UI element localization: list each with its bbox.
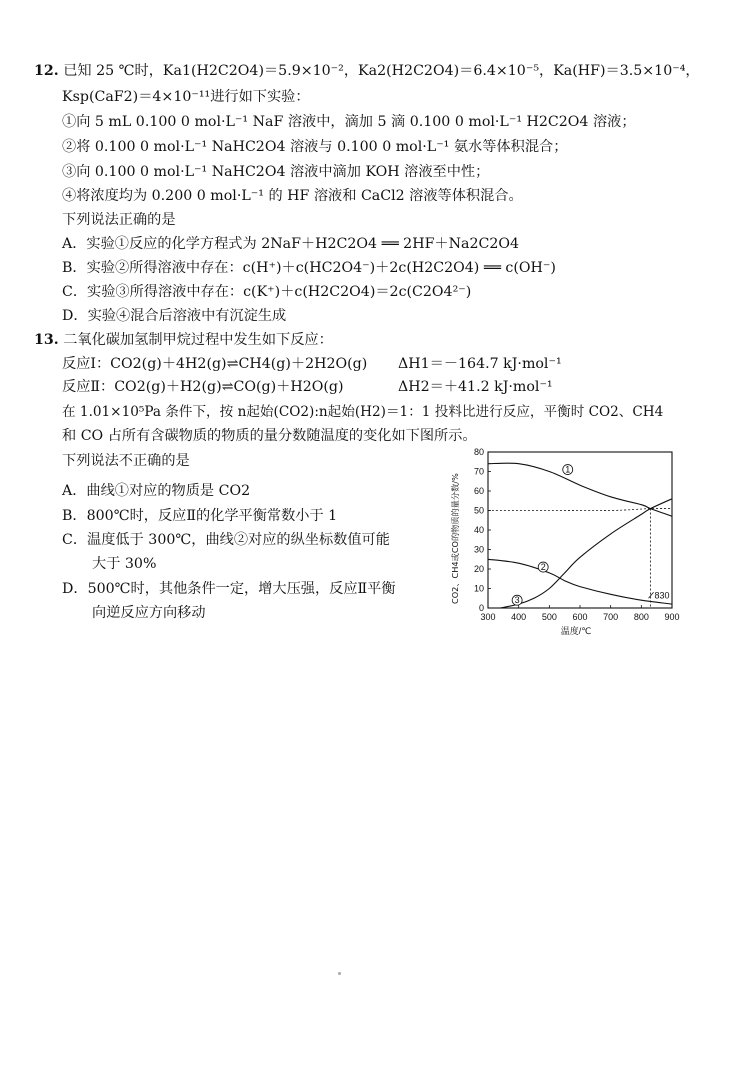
q13-line-1 — [34, 331, 333, 349]
q12-option-d: D．实验④混合后溶液中有沉淀生成 — [62, 308, 287, 324]
chart-x-axis-label: 温度/℃ — [560, 626, 592, 636]
chart-x-tick-label: 600 — [572, 612, 588, 622]
q12-stem-1: 已知 25 ℃时，Ka1(H2C2O4)＝5.9×10⁻²，Ka2(H2C2O4)＝6.4×10⁻⁵，Ka(HF)＝3.5×10⁻⁴， — [63, 63, 700, 79]
chart-x-tick-label: 400 — [511, 612, 527, 622]
chart-x-tick-label: 500 — [541, 612, 557, 622]
q13-stem-3: 和 CO 占所有含碳物质的物质的量分数随温度的变化如下图所示。 — [62, 428, 477, 444]
q13-reaction-2: 反应Ⅱ：CO2(g)＋H2(g)⇌CO(g)＋H2O(g) — [62, 379, 344, 395]
q12-option-b: B．实验②所得溶液中存在：c(H⁺)＋c(HC2O4⁻)＋2c(H2C2O4) ══ c(OH⁻) — [62, 260, 556, 276]
chart-dashed-reference-line — [488, 508, 672, 510]
chart-y-tick-label: 10 — [473, 583, 484, 594]
chart-y-tick-label: 70 — [473, 466, 484, 477]
chart-y-tick-label: 20 — [473, 564, 484, 574]
q12-experiment-4: ④将浓度均为 0.200 0 mol·L⁻¹ 的 HF 溶液和 CaCl2 溶液等体积混合。 — [62, 188, 523, 204]
chart-830-pointer — [649, 592, 654, 598]
scan-speck — [338, 972, 341, 975]
chart-plot-frame — [488, 452, 672, 608]
q13-option-b: B．800℃时，反应Ⅱ的化学平衡常数小于 1 — [62, 508, 338, 524]
q13-option-d-2: 向逆反应方向移动 — [92, 605, 206, 621]
q13-stem-2: 在 1.01×10⁵Pa 条件下，按 n起始(CO2):n起始(H2)＝1：1 投料比进行反应，平衡时 CO2、CH4 — [62, 404, 664, 420]
q12-experiment-2: ②将 0.100 0 mol·L⁻¹ NaHC2O4 溶液与 0.100 0 mol·L⁻¹ 氨水等体积混合； — [62, 139, 568, 155]
q13-reaction-1-dh: ΔH1＝－164.7 kJ·mol⁻¹ — [398, 356, 562, 372]
q13-number: 13. — [34, 332, 59, 348]
chart-x-tick-label: 900 — [664, 612, 680, 622]
chart-svg — [436, 440, 686, 640]
chart-y-tick-label: 80 — [473, 447, 484, 457]
q13-stem-1: 二氧化碳加氢制甲烷过程中发生如下反应： — [63, 332, 333, 348]
q13-reaction-2-dh: ΔH2＝＋41.2 kJ·mol⁻¹ — [398, 379, 553, 395]
equilibrium-chart — [436, 440, 686, 640]
q13-option-d-1: D．500℃时，其他条件一定，增大压强，反应Ⅱ平衡 — [62, 581, 396, 597]
q13-option-c-2: 大于 30% — [92, 556, 157, 572]
chart-x-tick-label: 300 — [480, 612, 496, 622]
chart-series-label-3: 3 — [514, 595, 520, 606]
q12-number: 12. — [34, 63, 59, 79]
chart-y-tick-label: 0 — [478, 603, 484, 613]
chart-y-tick-label: 50 — [473, 505, 484, 516]
chart-830-annotation: 830 — [654, 590, 670, 601]
q12-stem-2: Ksp(CaF2)＝4×10⁻¹¹进行如下实验： — [62, 89, 310, 105]
q12-line-1 — [34, 62, 700, 80]
q12-option-a: A．实验①反应的化学方程式为 2NaF＋H2C2O4 ══ 2HF＋Na2C2O4 — [62, 236, 520, 252]
q13-reaction-1: 反应Ⅰ：CO2(g)＋4H2(g)⇌CH4(g)＋2H2O(g) — [62, 356, 368, 372]
q13-option-a: A．曲线①对应的物质是 CO2 — [62, 483, 251, 499]
q12-experiment-1: ①向 5 mL 0.100 0 mol·L⁻¹ NaF 溶液中，滴加 5 滴 0.100 0 mol·L⁻¹ H2C2O4 溶液； — [62, 114, 636, 130]
q13-option-c-1: C．温度低于 300℃，曲线②对应的纵坐标数值可能 — [62, 532, 390, 548]
q12-option-c: C．实验③所得溶液中存在：c(K⁺)＋c(H2C2O4)＝2c(C2O4²⁻) — [62, 284, 472, 300]
chart-y-tick-label: 30 — [473, 544, 484, 555]
chart-y-tick-label: 60 — [473, 486, 484, 496]
chart-y-tick-label: 40 — [473, 525, 484, 535]
chart-y-axis-label: CO2、CH4或CO的物质的量分数/% — [450, 473, 460, 604]
q12-experiment-3: ③向 0.100 0 mol·L⁻¹ NaHC2O4 溶液中滴加 KOH 溶液至中性； — [62, 164, 490, 180]
chart-series-curve-1 — [488, 463, 672, 516]
q13-prompt: 下列说法不正确的是 — [62, 453, 190, 469]
chart-series-label-2: 2 — [540, 562, 546, 573]
chart-x-tick-label: 700 — [603, 612, 619, 622]
q12-prompt: 下列说法正确的是 — [62, 212, 176, 228]
chart-x-tick-label: 800 — [633, 612, 649, 622]
chart-series-curve-3 — [500, 499, 672, 608]
chart-series-label-1: 1 — [565, 464, 571, 475]
